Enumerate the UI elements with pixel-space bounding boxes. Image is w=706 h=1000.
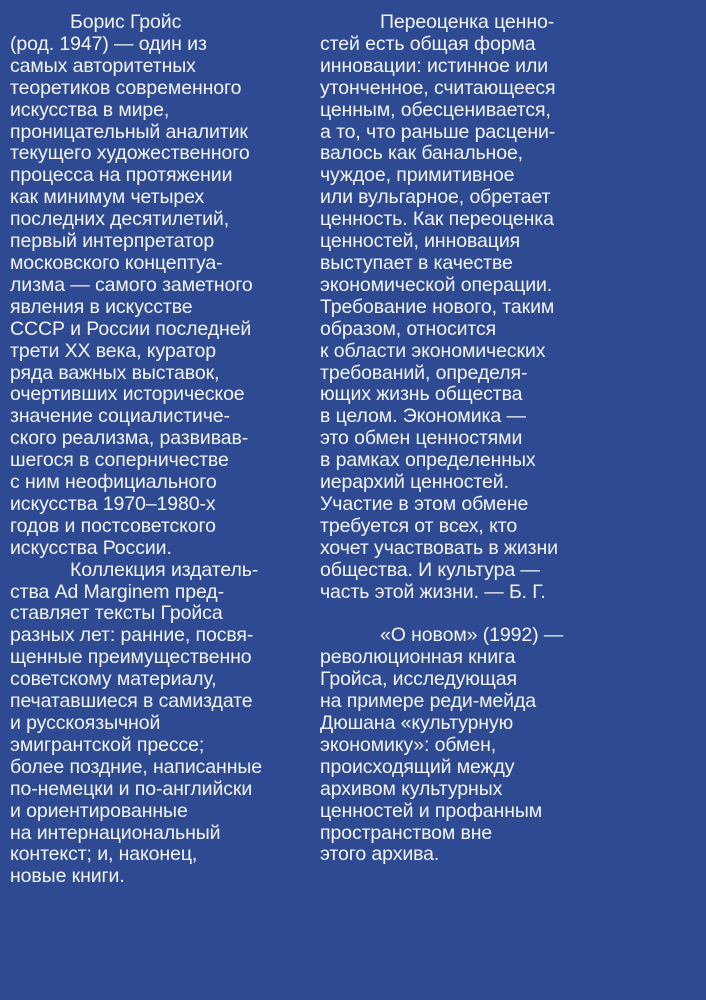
text-line: печатавшиеся в самиздате — [10, 690, 253, 713]
text-line: а то, что раньше расцени- — [320, 120, 556, 143]
text-line: Борис Гройс — [70, 11, 182, 33]
text-line: ставляет тексты Гройса — [10, 602, 223, 625]
text-line: ющих жизнь общества — [320, 383, 523, 406]
text-line: утонченное, считающееся — [320, 76, 556, 99]
text-line: ценностей, инновация — [320, 230, 521, 253]
text-line: Гройса, исследующая — [320, 668, 517, 691]
text-line: разных лет: ранние, посвя- — [10, 624, 254, 647]
text-line: ценностей и профанным — [320, 799, 543, 822]
text-line: этого архива. — [320, 843, 440, 866]
text-line: часть этой жизни. — Б. Г. — [320, 580, 546, 603]
text-line: СССР и России последней — [10, 317, 252, 340]
left-column — [10, 12, 335, 888]
text-line: более поздние, написанные — [10, 755, 263, 778]
text-line: годов и постсоветского — [10, 514, 216, 537]
text-line: явления в искусстве — [10, 295, 193, 318]
text-line: выступает в качестве — [320, 251, 513, 274]
text-line: и русскоязычной — [10, 712, 161, 734]
text-line: контекст; и, наконец, — [10, 843, 198, 866]
text-line: эмигрантской прессе; — [10, 733, 205, 756]
text-line: требуется от всех, кто — [320, 514, 518, 537]
text-line: Требование нового, таким — [320, 295, 555, 318]
text-line: ряда важных выставок, — [10, 361, 220, 384]
text-line: стей есть общая форма — [320, 32, 536, 55]
text-line: экономической операции. — [320, 273, 553, 296]
text-line: на интернациональный — [10, 821, 221, 844]
paragraph-gap — [320, 603, 705, 625]
text-line: чуждое, примитивное — [320, 164, 515, 187]
text-line: проницательный аналитик — [10, 120, 248, 143]
text-line: Коллекция издатель- — [70, 558, 259, 581]
text-line: (род. 1947) — один из — [10, 32, 207, 55]
text-line: первый интерпретатор — [10, 230, 215, 253]
text-line: требований, определя- — [320, 361, 528, 384]
quote-paragraph — [320, 12, 705, 603]
text-line: экономику»: обмен, — [320, 733, 497, 756]
text-line: или вульгарное, обретает — [320, 186, 551, 209]
text-line: с ним неофициального — [10, 471, 217, 494]
collection-paragraph — [10, 560, 335, 889]
text-line: «О новом» (1992) — — [380, 624, 564, 647]
text-line: Участие в этом обмене — [320, 492, 529, 515]
text-line: к области экономических — [320, 339, 546, 362]
text-line: искусства в мире, — [10, 98, 170, 121]
author-bio-paragraph — [10, 12, 335, 560]
text-line: общества. И культура — — [320, 558, 540, 581]
text-line: пространством вне — [320, 821, 493, 844]
text-line: архивом культурных — [320, 777, 503, 800]
text-line: и ориентированные — [10, 799, 188, 822]
text-line: московского концептуа- — [10, 251, 223, 274]
text-line: революционная книга — [320, 646, 516, 669]
book-description-paragraph — [320, 625, 705, 866]
text-line: трети XX века, куратор — [10, 339, 217, 362]
text-line: по-немецки и по-английски — [10, 777, 253, 800]
text-line: на примере реди-мейда — [320, 690, 536, 713]
text-line: ценным, обесценивается, — [320, 98, 551, 121]
text-line: происходящий между — [320, 755, 515, 778]
right-column — [320, 12, 705, 866]
text-line: новые книги. — [10, 865, 125, 888]
text-line: последних десятилетий, — [10, 208, 230, 231]
text-line: валось как банальное, — [320, 142, 524, 165]
text-line: в целом. Экономика — — [320, 405, 526, 428]
text-line: значение социалистиче- — [10, 405, 230, 428]
text-line: процесса на протяжении — [10, 164, 233, 187]
text-line: ского реализма, развивав- — [10, 427, 249, 450]
text-line: самых авторитетных — [10, 54, 196, 77]
text-line: ства Ad Marginem пред- — [10, 580, 224, 603]
text-line: образом, относится — [320, 317, 497, 340]
text-line: очертивших историческое — [10, 383, 245, 406]
text-line: как минимум четырех — [10, 186, 205, 209]
text-line: теоретиков современного — [10, 76, 242, 99]
text-line: искусства 1970–1980-х — [10, 492, 216, 515]
text-line: иерархий ценностей. — [320, 471, 509, 494]
text-line: Дюшана «культурную — [320, 711, 514, 734]
text-line: ценность. Как переоценка — [320, 208, 554, 231]
text-line: текущего художественного — [10, 142, 250, 165]
text-line: искусства России. — [10, 536, 172, 559]
text-line: шегося в соперничестве — [10, 449, 229, 472]
text-line: лизма — самого заметного — [10, 273, 253, 296]
text-line: инновации: истинное или — [320, 54, 549, 77]
text-line: советскому материалу, — [10, 668, 217, 691]
text-line: Переоценка ценно- — [380, 11, 555, 33]
text-line: в рамках определенных — [320, 449, 536, 472]
text-line: хочет участвовать в жизни — [320, 536, 558, 559]
text-line: это обмен ценностями — [320, 427, 523, 450]
text-line: щенные преимущественно — [10, 646, 252, 669]
